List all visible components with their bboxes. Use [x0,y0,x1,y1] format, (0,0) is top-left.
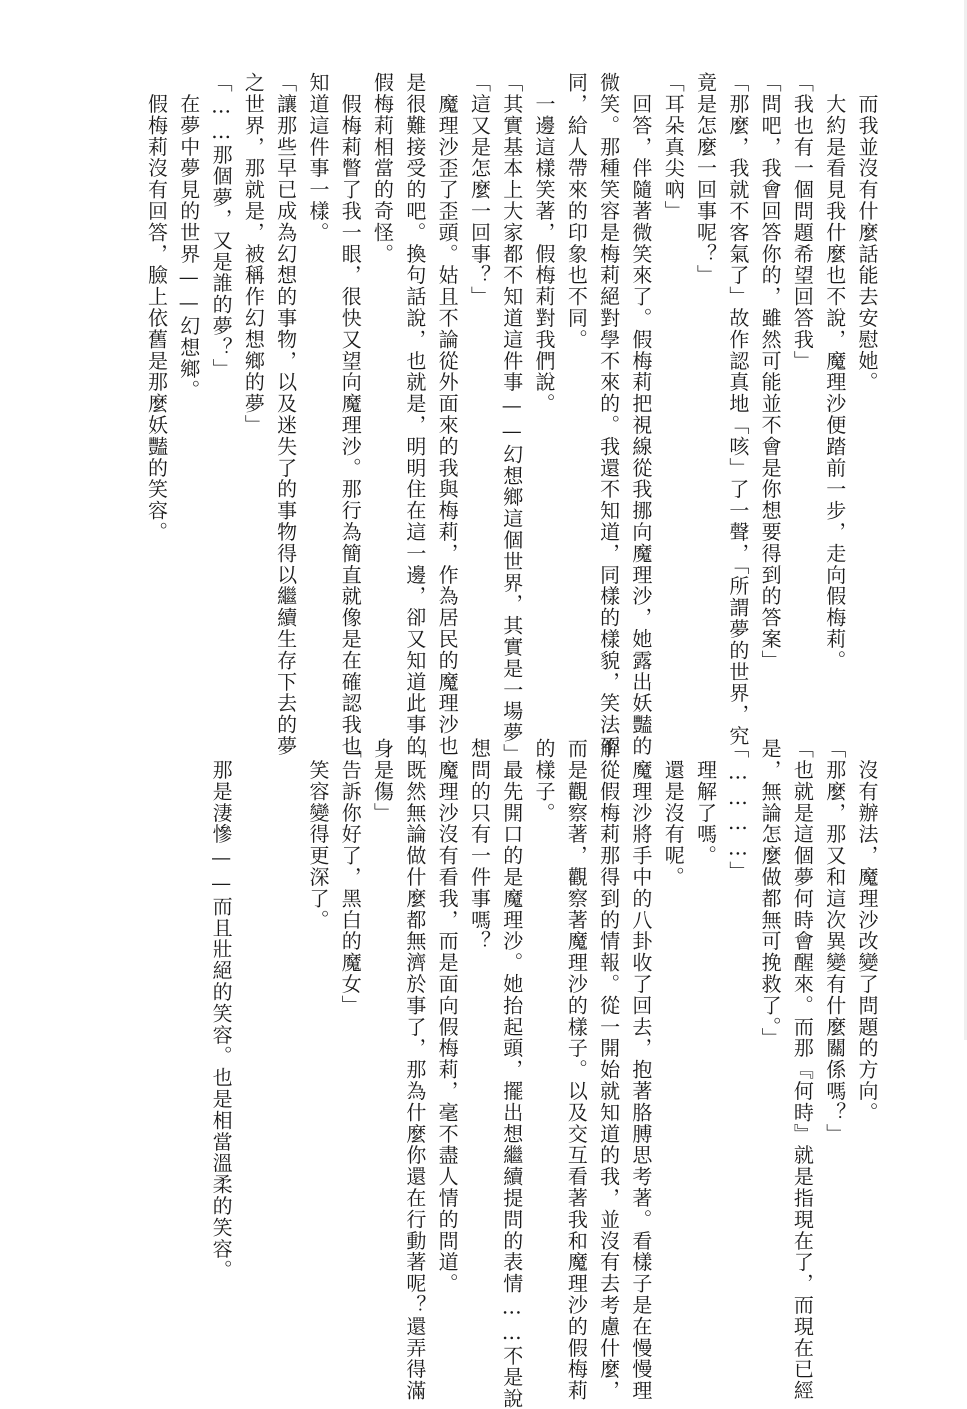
text-line: 「其實基本上大家都不知道這件事——幻想鄉這個世界，其實是一場夢」 [499,72,524,765]
text-line: 而是觀察著，觀察著魔理沙的樣子。以及交互看著我和魔理沙的假梅莉 [564,738,589,1402]
text-line: 魔理沙將手中的八卦收了回去，抱著胳膊思考著。看樣子是在慢慢理 [628,738,653,1402]
text-line: 一邊這樣笑著，假梅莉對我們說。 [532,72,557,415]
text-line: 「這又是怎麼一回事？」 [467,72,492,308]
text-line: 笑容變得更深了。 [305,738,330,931]
text-line: 大約是看見我什麼也不說，魔理沙便踏前一步，走向假梅莉。 [822,72,847,672]
text-line: 回答，伴隨著微笑來了。假梅莉把視線從我挪向魔理沙，她露出妖豔的 [628,72,653,757]
text-line: 假梅莉沒有回答，臉上依舊是那麼妖豔的笑容。 [144,72,169,543]
text-line: 「那麼，那又和這次異變有什麼關係嗎？」 [822,738,847,1145]
text-line: 是很難接受的吧。換句話說，也就是，明明住在這一邊，卻又知道此事的 [402,72,427,757]
text-line: 「…………」 [725,738,750,883]
text-line [269,738,301,1258]
text-line: 知道這件事一樣。 [305,72,330,244]
text-line: 「我也有一個問題希望回答我」 [790,72,815,372]
text-line: 是，無論怎麼做都無可挽救了。」 [758,738,783,1049]
text-line: 之世界，那就是，被稱作幻想鄉的夢」 [241,72,266,436]
text-line: 「讓那些早已成為幻想的事物，以及迷失了的事物得以繼續生存下去的夢 [273,72,298,757]
text-line: 解從假梅莉那得到的情報。從一開始就知道的我，並沒有去考慮什麼， [596,738,621,1402]
text-line: 竟是怎麼一回事呢？」 [693,72,718,286]
lower-text-block [93,738,883,1409]
text-line: 「既然無論做什麼都無濟於事了，那為什麼你還在行動著呢？還弄得滿 [402,738,427,1402]
text-line: 微笑。那種笑容是梅莉絕對學不來的。我還不知道，同樣的樣貌，笑法不 [596,72,621,757]
text-line: 理解了嗎。 [693,738,718,867]
text-line: 而我並沒有什麼話能去安慰她。 [855,72,879,393]
text-line: 的樣子。 [532,738,557,824]
text-line: 還是沒有呢。 [661,738,686,888]
text-line: 假梅莉瞥了我一眼，很快又望向魔理沙。那行為簡直就像是在確認我也 [338,72,363,757]
text-line: 魔理沙歪了歪頭。姑且不論從外面來的我與梅莉，作為居民的魔理沙也 [435,72,460,757]
upper-text-block [93,72,883,765]
text-line: 「耳朵真尖吶」 [661,72,686,222]
text-line: 想問的只有一件事嗎？ [467,738,492,952]
text-line: 「……那個夢，又是誰的夢？」 [209,72,234,380]
text-line: 最先開口的是魔理沙。她抬起頭，擺出想繼續提問的表情……不是說 [499,738,524,1409]
text-line: 「問吧，我會回答你的，雖然可能並不會是你想要得到的答案」 [758,72,783,672]
text-line: 在夢中夢見的世界——幻想鄉。 [176,72,201,401]
text-line: 「告訴你好了，黑白的魔女」 [338,738,363,1017]
text-line [237,738,269,1258]
text-line: 沒有辦法，魔理沙改變了問題的方向。 [855,738,879,1124]
text-line: 「那麼，我就不客氣了」故作認真地「咳」了一聲，「所謂夢的世界，究 [725,72,750,747]
text-line: 同，給人帶來的印象也不同。 [564,72,589,351]
text-line: 身是傷」 [370,738,395,824]
text-line: 「也就是這個夢何時會醒來。而那『何時』就是指現在了，而現在已經 [790,738,815,1402]
text-line: 魔理沙沒有看我，而是面向假梅莉，毫不盡人情的問道。 [435,738,460,1295]
text-line: 假梅莉相當的奇怪。 [370,72,395,265]
text-line: 那是淒慘——而且壯絕的笑容。也是相當溫柔的笑容。 [209,738,234,1281]
